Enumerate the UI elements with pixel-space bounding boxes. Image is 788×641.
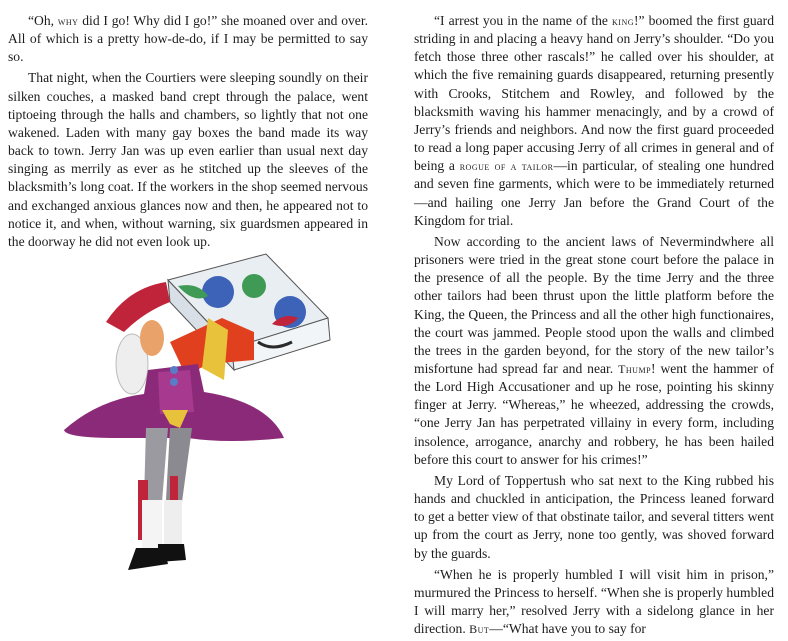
right-text-column: [414, 12, 774, 641]
paragraph: “Oh, why did I go! Why did I go!” she moaned over and over. All of which is a pretty how-de-do, if I may be permitted to say so.: [8, 13, 368, 65]
paragraph: Now according to the ancient laws of Nevermindwhere all prisoners were tried in the great stone court before the palace in the presence of all the people. By the time Jerry and the three other tailors had been thrust upon the little platform before the King, the Queen, the Princess and all the other high functionaires, the court was jammed. People stood upon the walls and climbed the trees in the garden beyond, for the story of the new tailor’s misfortune had spread far and near. Thump! went the hammer of the Lord High Accusationer and up he rose, pointing his skinny finger at Jerry. “Whereas,” he wheezed, addressing the crowds, “one Jerry Jan has perpetrated villainy in every form, including insolence, arrogance, anarchy and robbery, he has been hailed before this court to answer for his crimes!”: [414, 233, 774, 467]
tailor-illustration: [58, 252, 348, 592]
paragraph: “I arrest you in the name of the king!” boomed the first guard striding in and placing a heavy hand on Jerry’s shoulder. “Do you fetch those three other rascals!” he called over his shoulder, at which the five remaining guards disappeared, returning presently with Crooks, Stitchem and Rowley, and followed by the blacksmith waving his hammer menacingly, and by a crowd of Jerry’s friends and neighbors. And now the first guard proceeded to read a long paper accusing Jerry of all crimes in general and of being a rogue of a tailor—in particular, of stealing one hundred and seven fine garments, which were to be immediately returned—and hailing one Jerry Jan before the Grand Court of the Kingdom for trial.: [414, 13, 774, 228]
left-text-column: [8, 12, 368, 254]
paragraph: That night, when the Courtiers were sleeping soundly on their silken couches, a masked band crept through the palace, went tiptoeing through the halls and chambers, so lightly that not one wakened. Laden with many gay boxes the band made its way back to town. Jerry Jan was up even earlier than usual next day singing as merrily as ever as he stitched up the sleeves of the blacksmith’s long coat. If the workers in the shop seemed nervous and exchanged anxious glances now and then, he appeared not to notice it, and when, without warning, six guardsmen appeared in the doorway he did not even look up.: [8, 70, 368, 249]
paragraph: My Lord of Toppertush who sat next to the King rubbed his hands and chuckled in anticipation, the Princess leaned forward to get a better view of that obstinate tailor, and several titters went up from the court as Jerry, none too gently, was shoved forward by the guards.: [414, 472, 774, 561]
hat: [106, 282, 170, 332]
paragraph: “When he is properly humbled I will visit him in prison,” murmured the Princess to herself. “When she is properly humbled I will marry her,” resolved Jerry with a sidelong glance in her direction. But—“What have you to say for: [414, 566, 774, 637]
